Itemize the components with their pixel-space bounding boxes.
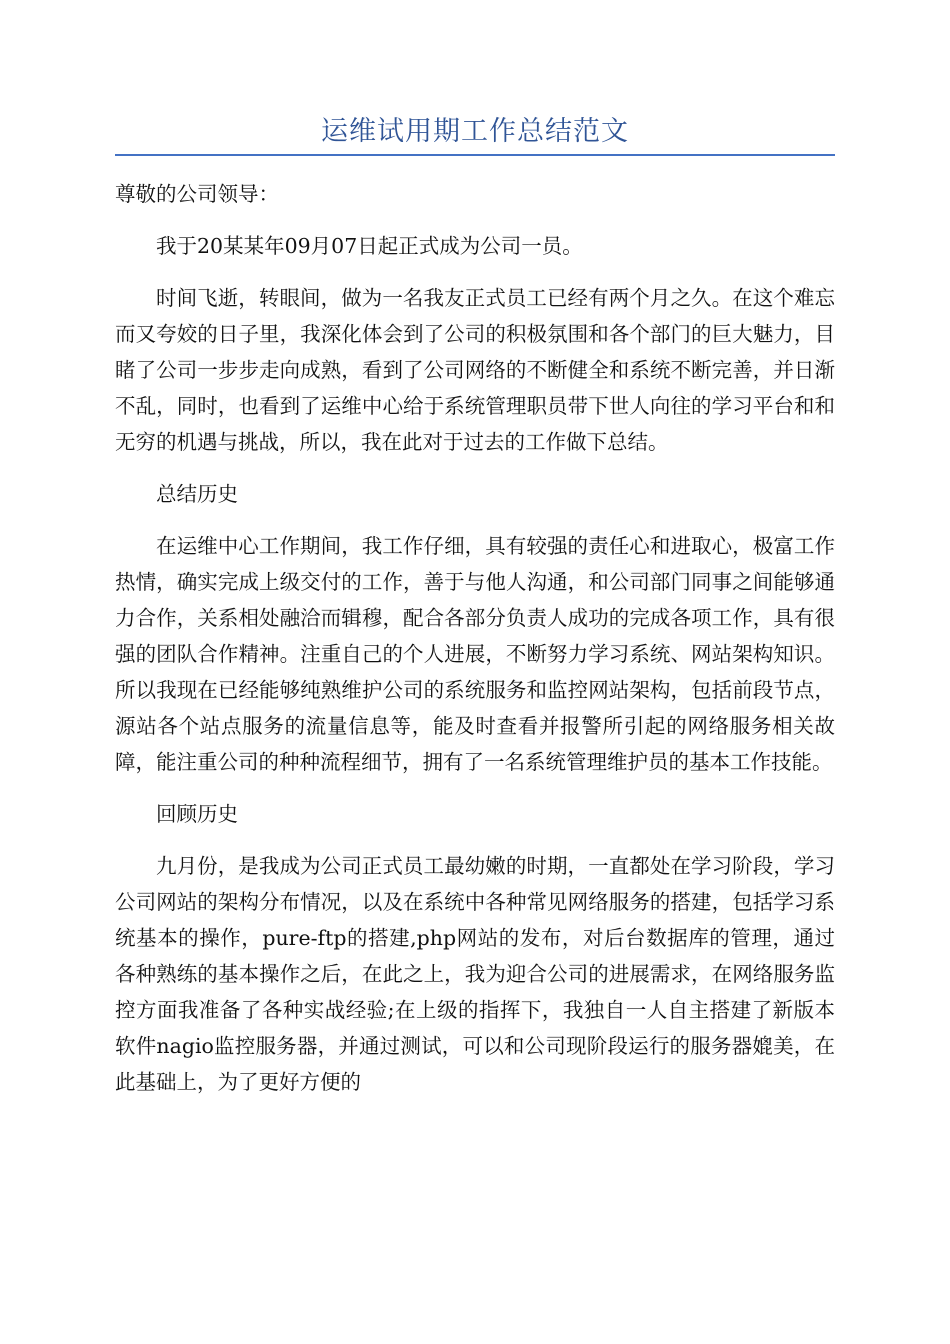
section-heading-review: 回顾历史 <box>156 802 238 826</box>
paragraph-introduction: 时间飞逝，转眼间，做为一名我友正式员工已经有两个月之久。在这个难忘而又夸姣的日子里，我深化体会到了公司的积极氛围和各个部门的巨大魅力，目睹了公司一步步走向成熟，看到了公司网络的不断健全和系统不断完善，并日渐不乱，同时，也看到了运维中心给于系统管理职员带下世人向往的学习平台和和无穷的机遇与挑战，所以，我在此对于过去的工作做下总结。 <box>115 286 835 454</box>
paragraph-start-date: 我于20某某年09月07日起正式成为公司一员。 <box>156 234 583 258</box>
document-title: 运维试用期工作总结范文 <box>321 116 629 147</box>
salutation: 尊敬的公司领导： <box>115 182 279 206</box>
section-heading-summary: 总结历史 <box>156 482 238 506</box>
paragraph-summary: 在运维中心工作期间，我工作仔细，具有较强的责任心和进取心，极富工作热情，确实完成上级交付的工作，善于与他人沟通，和公司部门同事之间能够通力合作，关系相处融洽而辑穆，配合各部分负责人成功的完成各项工作，具有很强的团队合作精神。注重自己的个人进展，不断努力学习系统、网站架构知识。所以我现在已经能够纯熟维护公司的系统服务和监控网站架构，包括前段节点，源站各个站点服务的流量信息等，能及时查看并报警所引起的网络服务相关故障，能注重公司的种种流程细节，拥有了一名系统管理维护员的基本工作技能。 <box>115 534 835 774</box>
document-body <box>115 176 835 1116</box>
paragraph-review: 九月份，是我成为公司正式员工最幼嫩的时期，一直都处在学习阶段，学习公司网站的架构分布情况，以及在系统中各种常见网络服务的搭建，包括学习系统基本的操作，pure-ftp的搭建,php网站的发布，对后台数据库的管理，通过各种熟练的基本操作之后，在此之上，我为迎合公司的进展需求，在网络服务监控方面我准备了各种实战经验;在上级的指挥下，我独自一人自主搭建了新版本软件nagio监控服务器，并通过测试，可以和公司现阶段运行的服务器媲美，在此基础上，为了更好方便的 <box>115 854 835 1094</box>
title-underline <box>115 154 835 156</box>
